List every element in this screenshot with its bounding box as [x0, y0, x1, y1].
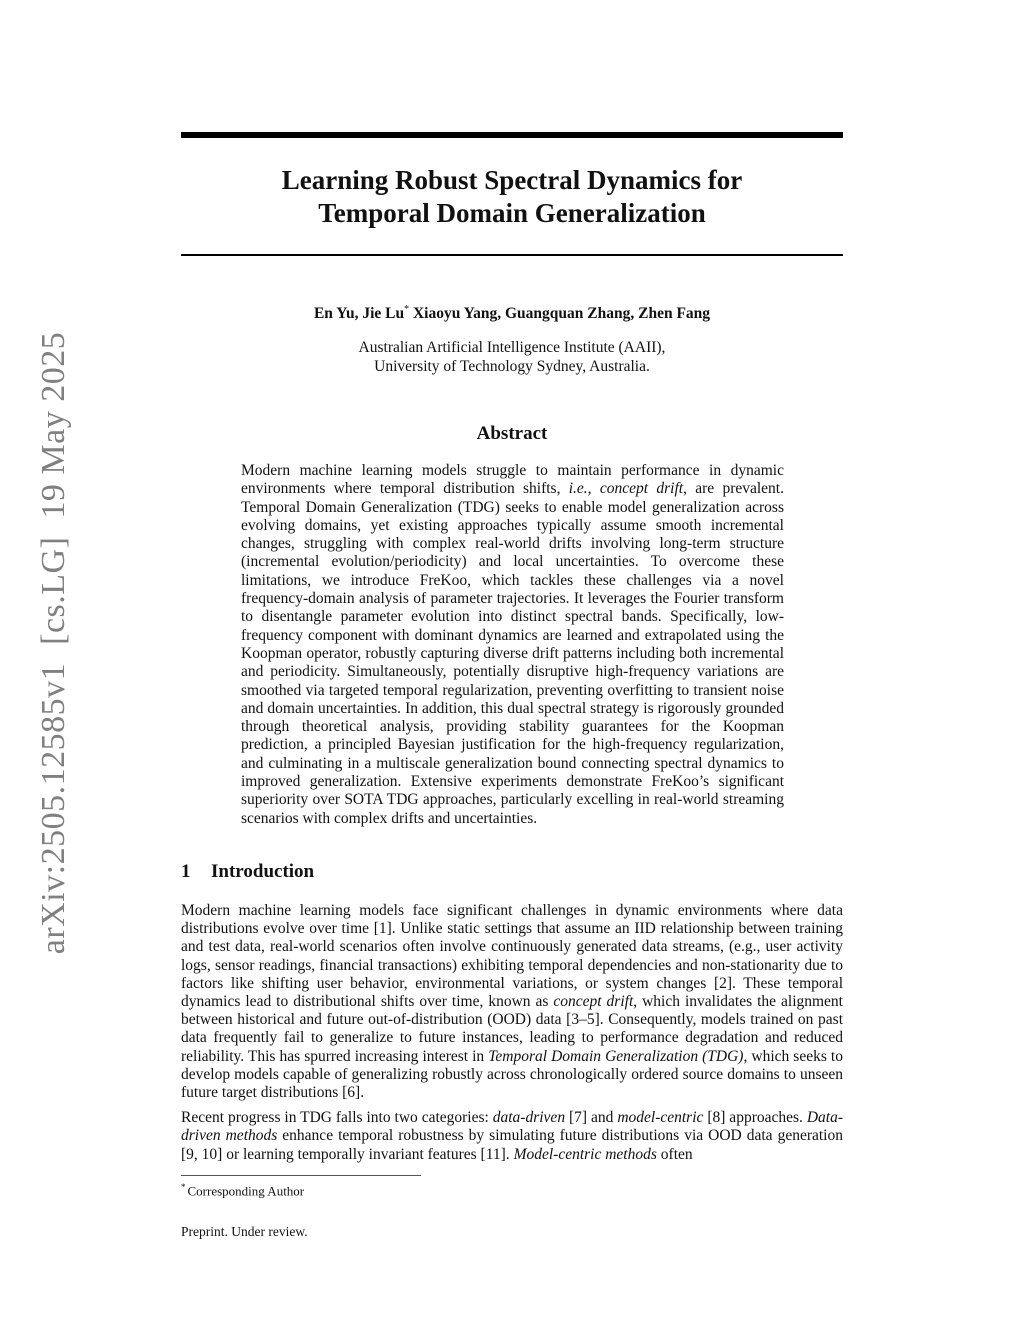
footnote-text: Corresponding Author — [187, 1183, 305, 1199]
text-run: Recent progress in TDG falls into two categories: — [181, 1109, 493, 1127]
introduction-body — [181, 902, 843, 1171]
emphasis: data-driven — [492, 1109, 566, 1127]
abstract-text-cont: , are prevalent. Temporal Domain Generalization (TDG) seeks to enable model generalization across evolving domains, yet existing approaches typically assume smooth incremental changes, struggling with complex real-world drifts involving long-term structure (incremental evolution/periodicity) and local uncertainties. To overcome these limitations, we introduce FreKoo, which tackles these challenges via a novel frequency-domain analysis of parameter trajectories. It leverages the Fourier transform to disentangle parameter evolution into distinct spectral bands. Specifically, low-frequency component with dominant dynamics are learned and extrapolated using the Koopman operator, robustly capturing diverse drift patterns including both incremental and periodicity. Simultaneously, potentially disruptive high-frequency variations are smoothed via targeted temporal regularization, preventing overfitting to transient noise and domain uncertainties. In addition, this dual spectral strategy is rigorously grounded through theoretical analysis, providing stability guarantees for the Koopman prediction, a principled Bayesian justification for the high-frequency regularization, and culminating in a multiscale generalization bound connecting spectral dynamics to improved generalization. Extensive experiments demonstrate FreKoo’s significant superiority over SOTA TDG approaches, particularly excelling in real-world streaming scenarios with complex drifts and uncertainties. — [241, 480, 784, 827]
title-line-2: Temporal Domain Generalization — [318, 198, 706, 228]
authors-rest: Xiaoyu Yang, Guangquan Zhang, Zhen Fang — [412, 305, 711, 323]
paper-title — [181, 164, 843, 230]
abstract-heading: Abstract — [476, 423, 548, 444]
corresponding-author-mark: * — [404, 304, 410, 315]
author-list — [181, 300, 843, 324]
arxiv-watermark — [35, 332, 73, 954]
text-run: enhance temporal robustness by simulating future distributions via OOD data generation [9, 10] or learning temporally invariant features [11]. — [181, 1127, 843, 1163]
title-bottom-rule — [181, 254, 843, 256]
preprint-notice: Preprint. Under review. — [181, 1224, 308, 1239]
footnote-rule — [181, 1175, 421, 1176]
title-line-1: Learning Robust Spectral Dynamics for — [281, 165, 743, 195]
arxiv-date: 19 May 2025 — [35, 331, 72, 519]
intro-paragraph-1 — [181, 902, 843, 1102]
arxiv-id: arXiv:2505.12585v1 — [35, 662, 72, 955]
section-heading-introduction — [181, 860, 314, 884]
emphasis: concept drift — [553, 993, 634, 1011]
arxiv-category: [cs.LG] — [35, 536, 72, 645]
text-run: often — [656, 1145, 693, 1163]
text-run: [8] approaches. — [703, 1109, 807, 1127]
abstract-body — [241, 462, 784, 828]
abstract-emphasis: i.e., concept drift — [568, 480, 684, 498]
text-run: Modern machine learning models face significant challenges in dynamic environments where data distributions evolve over time [1]. Unlike static settings that assume an IID relationship between training and test data, real-world scenarios often involve continuously generated data streams, (e.g., user activity logs, sensor readings, financial transactions) exhibiting temporal dependencies and non-stationarity due to factors like shifting user behavior, environmental variations, or system changes [2]. These temporal dynamics lead to distributional shifts over time, known as — [181, 902, 843, 1011]
authors-first: En Yu, Jie Lu — [313, 305, 405, 323]
emphasis: Model-centric methods — [513, 1145, 657, 1163]
text-run: , which seeks to develop models capable of generalizing robustly across chronologically ordered source domains to unseen future target distributions [6]. — [181, 1047, 843, 1102]
emphasis: model-centric — [617, 1109, 704, 1127]
text-run: , which invalidates the alignment between historical and future out-of-distribution (OOD) data [3–5]. Consequently, models trained on past data frequently fail to generalize to future instances, leading to performance degradation and reduced reliability. This has spurred increasing interest in — [181, 993, 843, 1065]
intro-paragraph-2 — [181, 1109, 843, 1164]
emphasis: Temporal Domain Generalization (TDG) — [488, 1047, 744, 1065]
footnote — [181, 1179, 304, 1199]
section-number: 1 — [181, 861, 191, 882]
affiliation-line-1: Australian Artificial Intelligence Institute (AAII), — [358, 339, 666, 356]
emphasis: Data-driven methods — [181, 1109, 843, 1145]
footnote-mark: * — [181, 1182, 186, 1192]
abstract-text: Modern machine learning models struggle to maintain performance in dynamic environments where temporal distribution shifts, — [241, 462, 784, 498]
affiliation — [181, 338, 843, 376]
affiliation-line-2: University of Technology Sydney, Australia. — [374, 358, 650, 375]
text-run: [7] and — [565, 1109, 618, 1127]
title-top-rule — [181, 132, 843, 138]
section-title: Introduction — [211, 861, 315, 882]
